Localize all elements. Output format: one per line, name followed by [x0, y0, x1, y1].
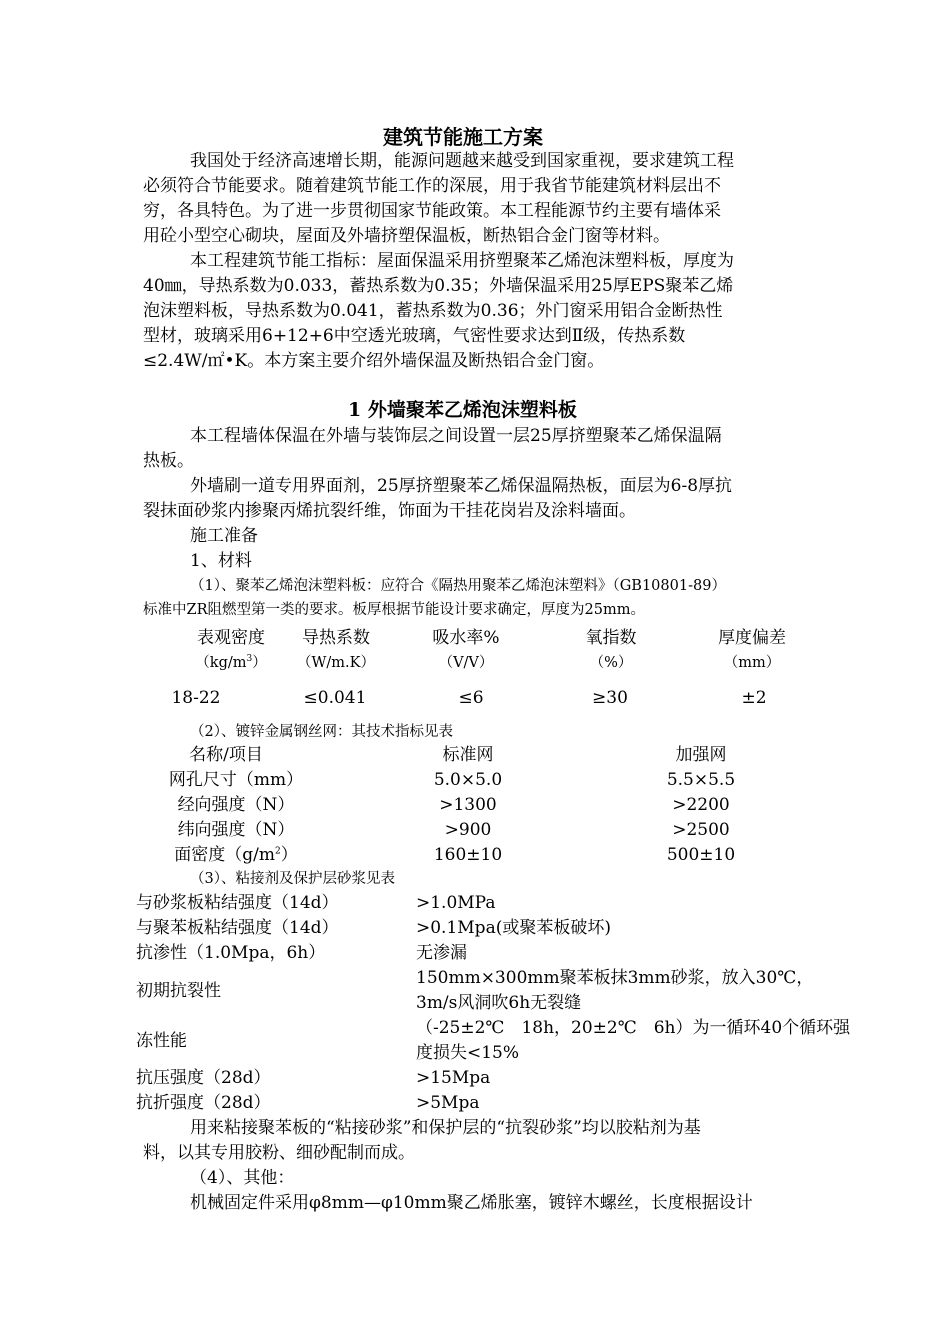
- intro-p2-line: 型材，玻璃采用6+12+6中空透光玻璃，气密性要求达到Ⅱ级，传热系数: [143, 326, 686, 346]
- intro-p1-line: 用砼小型空心砌块，屋面及外墙挤塑保温板，断热铝合金门窗等材料。: [143, 226, 670, 246]
- table3-key: 冻性能: [136, 1031, 187, 1051]
- table2-cell: 经向强度（N）: [177, 795, 295, 815]
- table3-value: （-25±2℃ 18h，20±2℃ 6h）为一循环40个循环强: [416, 1018, 851, 1038]
- table1-value: 18-22: [171, 688, 221, 708]
- intro-p1-line: 穷，各具特色。为了进一步贯彻国家节能政策。本工程能源节约主要有墙体采: [143, 201, 721, 221]
- table3-value: 150mm×300mm聚苯板抹3mm砂浆，放入30℃，: [416, 968, 814, 988]
- table2-cell: >2500: [672, 820, 730, 840]
- table1-value: ≤6: [458, 688, 484, 708]
- item1-line: （1）、聚苯乙烯泡沫塑料板：应符合《隔热用聚苯乙烯泡沫塑料》（GB10801-89）: [190, 578, 726, 594]
- table2-cell: >900: [444, 820, 492, 840]
- table3-value: 度损失<15%: [416, 1043, 520, 1063]
- item1-line: 标准中ZR阻燃型第一类的要求。板厚根据节能设计要求确定，厚度为25mm。: [143, 602, 645, 618]
- table2-cell: 500±10: [666, 845, 736, 865]
- table1-header: 吸水率%: [432, 628, 500, 648]
- table1-unit: （W/m.K）: [297, 655, 375, 671]
- table2-cell: 纬向强度（N）: [177, 820, 295, 840]
- table2-cell: 面密度$(g/m^2)$: [174, 845, 298, 865]
- table2-header: 标准网: [442, 745, 494, 765]
- table1-header: 氧指数: [585, 628, 637, 648]
- table1-unit: $(kg/m^3)$: [195, 654, 267, 671]
- table1-value: ±2: [741, 688, 767, 708]
- section-heading: 1 外墙聚苯乙烯泡沫塑料板: [348, 399, 577, 421]
- table2-header: 名称/项目: [189, 745, 263, 765]
- table3-value: 无渗漏: [416, 943, 467, 963]
- table3-value: >1.0MPa: [416, 893, 496, 913]
- section-p1-line: 本工程墙体保温在外墙与装饰层之间设置一层25厚挤塑聚苯乙烯保温隔: [190, 426, 722, 446]
- item3-line: （3）、粘接剂及保护层砂浆见表: [190, 871, 395, 887]
- table1-unit: （V/V）: [438, 655, 494, 671]
- table1-value: ≤0.041: [303, 688, 367, 708]
- section-p4-line: 机械固定件采用φ8mm—φ10mm聚乙烯胀塞，镀锌木螺丝，长度根据设计: [190, 1193, 753, 1213]
- section-p2-line: 裂抹面砂浆内掺聚丙烯抗裂纤维，饰面为干挂花岗岩及涂料墙面。: [143, 501, 636, 521]
- section-p1-line: 热板。: [143, 451, 194, 471]
- table3-key: 与聚苯板粘结强度（14d）: [136, 918, 339, 938]
- table1-header: 导热系数: [302, 628, 370, 648]
- table2-cell: 5.0×5.0: [433, 770, 503, 790]
- table1-unit: （%）: [589, 655, 633, 671]
- table3-value: >0.1Mpa(或聚苯板破坏): [416, 918, 611, 938]
- item2-line: （2）、镀锌金属钢丝网：其技术指标见表: [190, 724, 453, 740]
- intro-p1-line: 必须符合节能要求。随着建筑节能工作的深展，用于我省节能建筑材料层出不: [143, 176, 721, 196]
- table3-value: 3m/s风洞吹6h无裂缝: [416, 993, 582, 1013]
- table2-cell: 5.5×5.5: [666, 770, 736, 790]
- table3-key: 抗折强度（28d）: [136, 1093, 271, 1113]
- materials-heading: 1、材料: [190, 551, 252, 571]
- prep-heading: 施工准备: [190, 526, 258, 546]
- page-title: 建筑节能施工方案: [383, 125, 543, 149]
- intro-p1-line: 我国处于经济高速增长期，能源问题越来越受到国家重视，要求建筑工程: [190, 151, 734, 171]
- section-p3-line: 用来粘接聚苯板的“粘接砂浆”和保护层的“抗裂砂浆”均以胶粘剂为基: [190, 1118, 701, 1138]
- table1-unit: （mm）: [723, 655, 781, 671]
- table3-key: 抗压强度（28d）: [136, 1068, 271, 1088]
- item4-line: （4）、其他：: [190, 1168, 295, 1188]
- table3-key: 抗渗性（1.0Mpa，6h）: [136, 943, 326, 963]
- table2-cell: 160±10: [433, 845, 503, 865]
- table2-header: 加强网: [675, 745, 727, 765]
- intro-p2-line: 泡沫塑料板，导热系数为0.041，蓄热系数为0.36；外门窗采用铝合金断热性: [143, 301, 723, 321]
- table2-cell: >2200: [672, 795, 730, 815]
- table1-value: ≥30: [592, 688, 628, 708]
- table2-cell: >1300: [439, 795, 497, 815]
- intro-p2-line: ≤2.4W/㎡•K。本方案主要介绍外墙保温及断热铝合金门窗。: [143, 351, 605, 371]
- intro-p2-line: 本工程建筑节能工指标：屋面保温采用挤塑聚苯乙烯泡沫塑料板，厚度为: [190, 251, 734, 271]
- table3-value: >15Mpa: [416, 1068, 491, 1088]
- intro-p2-line: 40㎜，导热系数为0.033，蓄热系数为0.35；外墙保温采用25厚EPS聚苯乙烯: [143, 276, 734, 296]
- table1-header: 厚度偏差: [718, 628, 786, 648]
- table3-key: 与砂浆板粘结强度（14d）: [136, 893, 339, 913]
- section-p3-line: 料，以其专用胶粉、细砂配制而成。: [143, 1143, 415, 1163]
- table2-cell: 网孔尺寸（mm）: [168, 770, 304, 790]
- table3-value: >5Mpa: [416, 1093, 480, 1113]
- table1-header: 表观密度: [197, 628, 265, 648]
- table3-key: 初期抗裂性: [136, 981, 221, 1001]
- section-p2-line: 外墙刷一道专用界面剂，25厚挤塑聚苯乙烯保温隔热板，面层为6-8厚抗: [190, 476, 733, 496]
